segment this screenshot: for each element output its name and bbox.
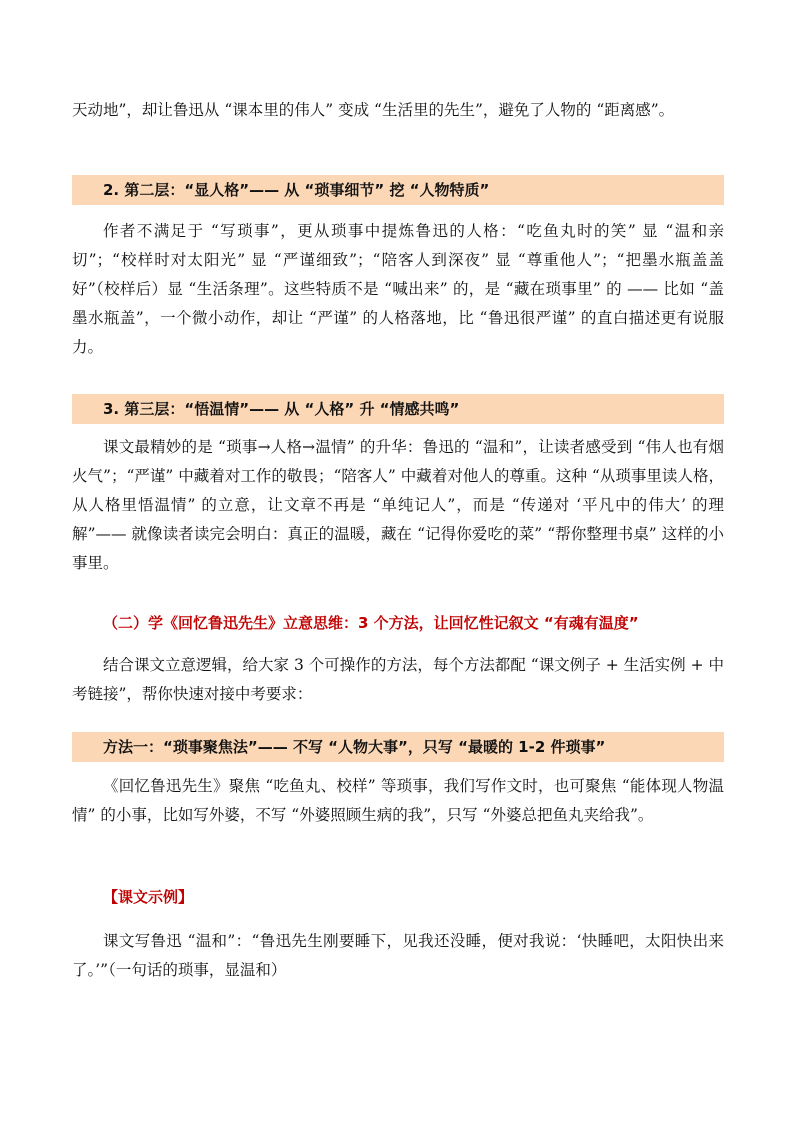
paragraph-personality: 作者不满足于 “写琐事”，更从琐事中提炼鲁迅的人格：“吃鱼丸时的笑” 显 “温和亲切”；“校样时对太阳光” 显 “严谨细致”；“陪客人到深夜” 显 “尊重他人”；“把墨水瓶盖盖好”（校样后）显 “生活条理”。这些特质不是 “喊出来” 的，是 “藏在琐事里” 的 —— 比如 “盖墨水瓶盖”，一个微小动作，却让 “严谨” 的人格落地，比 “鲁迅很严谨” 的直白描述更有说服力。 xyxy=(72,222,724,356)
heading-layer-2: 2. 第二层：“显人格”—— 从 “琐事细节” 挖 “人物特质” xyxy=(72,175,724,205)
paragraph-methods-intro: 结合课文立意逻辑，给大家 3 个可操作的方法，每个方法都配 “课文例子 + 生活实例 + 中考链接”，帮你快速对接中考要求： xyxy=(72,656,724,703)
section-title-methods: （二）学《回忆鲁迅先生》立意思维：3 个方法，让回忆性记叙文 “有魂有温度” xyxy=(103,614,639,632)
heading-method-1: 方法一：“琐事聚焦法”—— 不写 “人物大事”，只写 “最暖的 1-2 件琐事” xyxy=(72,732,724,762)
paragraph-warmth: 课文最精妙的是 “琐事→人格→温情” 的升华：鲁迅的 “温和”，让读者感受到 “伟人也有烟火气”；“严谨” 中藏着对工作的敬畏；“陪客人” 中藏着对他人的尊重。这种 “从琐事里读人格，从人格里悟温情” 的立意，让文章不再是 “单纯记人”，而是 “传递对 ‘平凡中的伟大’ 的理解”—— 就像读者读完会明白：真正的温暖，藏在 “记得你爱吃的菜” “帮你整理书桌” 这样的小事里。 xyxy=(72,438,724,572)
example-tag: 【课文示例】 xyxy=(103,888,194,906)
heading-layer-3: 3. 第三层：“悟温情”—— 从 “人格” 升 “情感共鸣” xyxy=(72,394,724,424)
paragraph-trivia-focus: 《回忆鲁迅先生》聚焦 “吃鱼丸、校样” 等琐事，我们写作文时，也可聚焦 “能体现人物温情” 的小事，比如写外婆，不写 “外婆照顾生病的我”，只写 “外婆总把鱼丸夹给我”。 xyxy=(72,777,724,824)
paragraph-distance-sense: 天动地”，却让鲁迅从 “课本里的伟人” 变成 “生活里的先生”，避免了人物的 “距离感”。 xyxy=(72,101,675,119)
paragraph-text-example: 课文写鲁迅 “温和”：“鲁迅先生刚要睡下，见我还没睡，便对我说：‘快睡吧，太阳快出来了。’”（一句话的琐事，显温和） xyxy=(72,932,724,979)
